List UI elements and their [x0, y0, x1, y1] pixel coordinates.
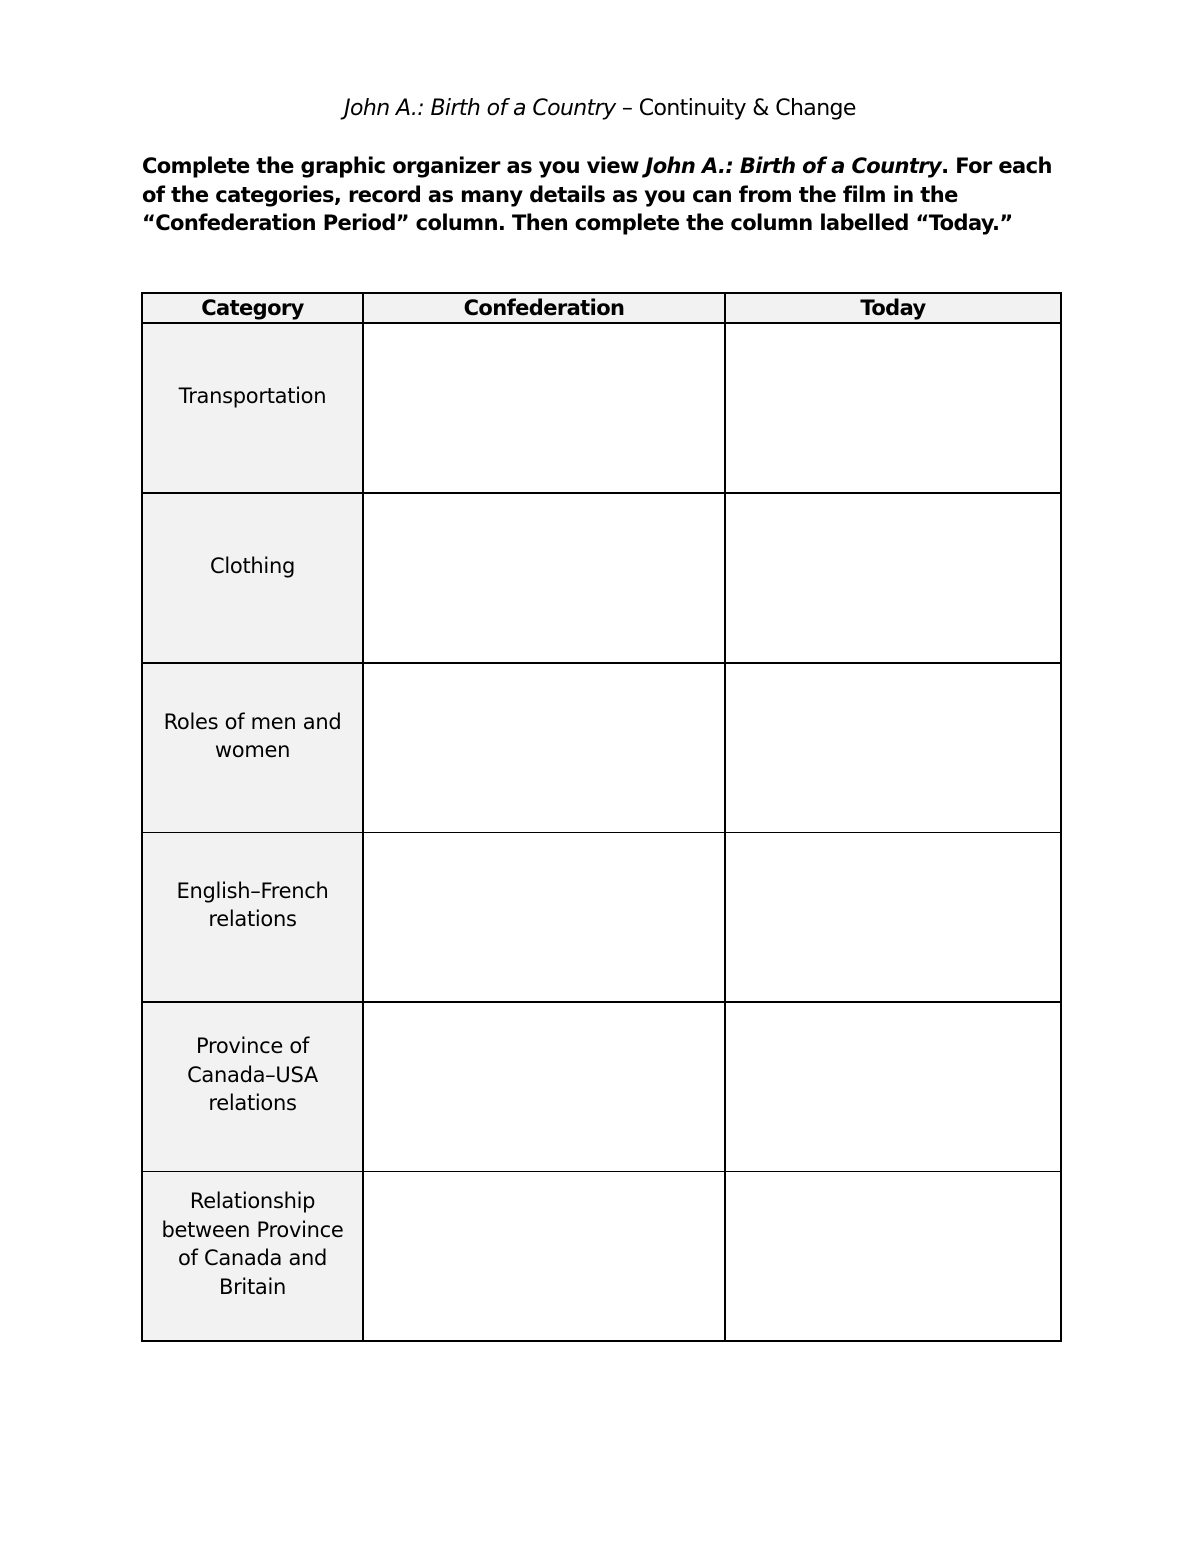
header-category: Category — [142, 293, 363, 323]
category-label: Relationship between Province of Canada and Britain — [161, 1189, 344, 1299]
confederation-answer-cell[interactable] — [363, 1172, 725, 1342]
category-label: Province of Canada–USA relations — [187, 1034, 318, 1116]
today-answer-cell[interactable] — [725, 663, 1061, 833]
table-row — [142, 493, 1061, 663]
table-row — [142, 1002, 1061, 1172]
confederation-answer-cell[interactable] — [363, 1002, 725, 1172]
graphic-organizer-table — [141, 292, 1062, 1342]
instructions-part-1: Complete the graphic organizer as you view — [142, 154, 646, 178]
category-label: Transportation — [178, 383, 327, 408]
today-answer-cell[interactable] — [725, 1002, 1061, 1172]
confederation-answer-cell[interactable] — [363, 323, 725, 493]
confederation-answer-cell[interactable] — [363, 493, 725, 663]
today-answer-cell[interactable] — [725, 323, 1061, 493]
table-row — [142, 833, 1061, 1003]
instructions-film-name: John A.: Birth of a Country — [645, 154, 942, 178]
header-confederation: Confederation — [363, 293, 725, 323]
today-answer-cell[interactable] — [725, 493, 1061, 663]
today-answer-cell[interactable] — [725, 833, 1061, 1003]
title-subtitle: – Continuity & Change — [615, 96, 856, 121]
today-answer-cell[interactable] — [725, 1172, 1061, 1342]
category-label: Clothing — [210, 553, 295, 578]
category-cell — [142, 833, 363, 1003]
title-film-name: John A.: Birth of a Country — [344, 96, 616, 121]
table-row — [142, 1172, 1061, 1342]
instructions-part-2: . For each of the categories, record as many details as you can from the film in the “Confederation Period” column. Then complete the column labelled “Today.” — [142, 154, 1052, 235]
instructions — [142, 152, 1072, 238]
header-row — [142, 293, 1061, 323]
confederation-answer-cell[interactable] — [363, 833, 725, 1003]
page-title — [0, 96, 1200, 121]
table-row — [142, 663, 1061, 833]
category-label: English–French relations — [176, 878, 329, 931]
category-cell — [142, 323, 363, 493]
confederation-answer-cell[interactable] — [363, 663, 725, 833]
category-label: Roles of men and women — [163, 709, 342, 762]
header-today: Today — [725, 293, 1061, 323]
category-cell — [142, 1002, 363, 1172]
category-cell — [142, 1172, 363, 1342]
table-row — [142, 323, 1061, 493]
category-cell — [142, 663, 363, 833]
category-cell — [142, 493, 363, 663]
